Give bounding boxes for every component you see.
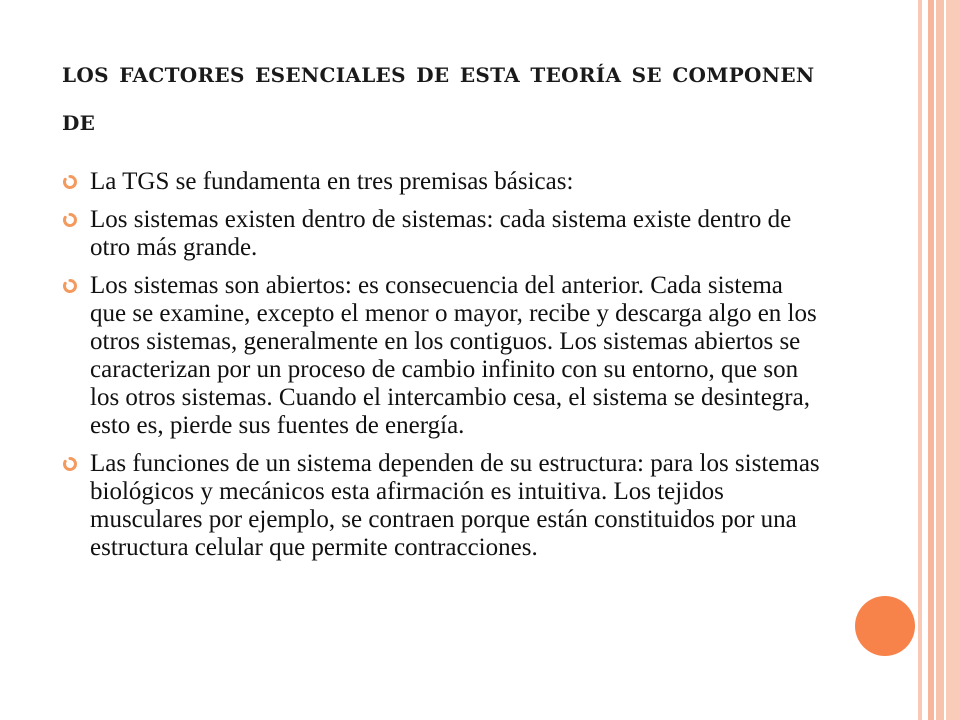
ring-bullet-icon <box>62 174 78 190</box>
slide-title: los factores esenciales de esta teoría se componen de <box>62 55 815 137</box>
bullet-item <box>62 168 822 196</box>
bullet-text: Los sistemas existen dentro de sistemas: cada sistema existe dentro de otro más grande. <box>90 206 792 261</box>
ring-bullet-icon <box>62 456 78 472</box>
bullet-text: Las funciones de un sistema dependen de su estructura: para los sistemas biológicos y mecánicos esta afirmación es intuitiva. Los tejidos musculares por ejemplo, se contraen porque están constituidos por una estructura celular que permite contracciones. <box>90 450 820 561</box>
ring-bullet-icon <box>62 278 78 294</box>
bullet-text: Los sistemas son abiertos: es consecuencia del anterior. Cada sistema que se examine, excepto el menor o mayor, recibe y descarga algo en los otros sistemas, generalmente en los contiguos. Los sistemas abiertos se caracterizan por un proceso de cambio infinito con su entorno, que son los otros sistemas. Cuando el intercambio cesa, el sistema se desintegra, esto es, pierde sus fuentes de energía. <box>90 272 817 439</box>
bullet-item <box>62 206 822 262</box>
bullet-item <box>62 272 822 440</box>
border-band <box>946 0 960 720</box>
bullet-text: La TGS se fundamenta en tres premisas básicas: <box>90 168 574 195</box>
bullet-list <box>62 168 822 572</box>
orange-circle-icon <box>855 596 915 656</box>
bullet-item <box>62 450 822 562</box>
ring-bullet-icon <box>62 212 78 228</box>
border-band <box>936 0 944 720</box>
